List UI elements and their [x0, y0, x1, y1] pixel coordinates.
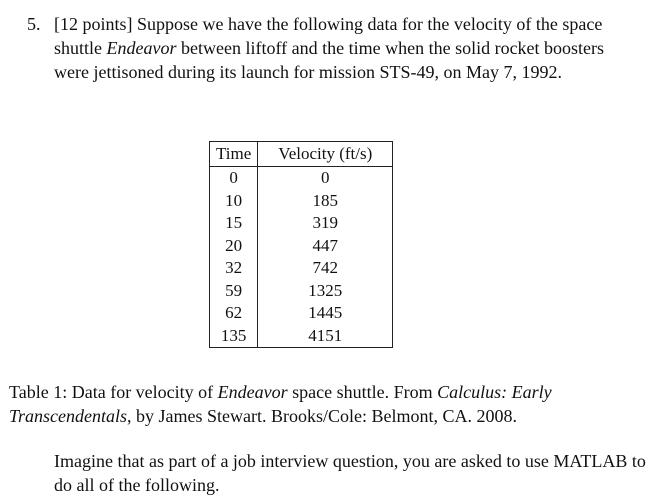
caption-text2: space shuttle. From	[292, 382, 433, 402]
cell-time: 135	[210, 325, 258, 348]
problem-text-after: between liftoff and the time when the solid rocket boosters were jettisoned during its launch for mission STS-49, on May 7, 1992.	[54, 38, 605, 82]
table-row	[210, 212, 393, 235]
cell-time: 15	[210, 212, 258, 235]
table-caption	[9, 380, 649, 428]
cell-time: 10	[210, 190, 258, 213]
cell-velocity: 185	[258, 190, 393, 213]
cell-velocity: 319	[258, 212, 393, 235]
header-velocity: Velocity (ft/s)	[258, 142, 393, 167]
cell-velocity: 742	[258, 257, 393, 280]
cell-velocity: 1325	[258, 280, 393, 303]
cell-velocity: 447	[258, 235, 393, 258]
table-row	[210, 302, 393, 325]
caption-text3: , by James Stewart. Brooks/Cole: Belmont, CA. 2008.	[127, 406, 517, 426]
caption-text1: Data for velocity of	[71, 382, 214, 402]
table-header-row	[210, 142, 393, 167]
followup-paragraph: Imagine that as part of a job interview question, you are asked to use MATLAB to do all of the following.	[54, 451, 646, 495]
caption-shuttle-name: Endeavor	[217, 382, 288, 402]
header-time: Time	[210, 142, 258, 167]
cell-velocity: 1445	[258, 302, 393, 325]
velocity-table	[209, 141, 393, 348]
cell-time: 20	[210, 235, 258, 258]
table-row	[210, 235, 393, 258]
table-row	[210, 257, 393, 280]
cell-velocity: 4151	[258, 325, 393, 348]
cell-time: 62	[210, 302, 258, 325]
cell-time: 59	[210, 280, 258, 303]
problem-text	[54, 12, 627, 84]
caption-book-title: Calculus: Early Transcendentals	[9, 382, 552, 426]
table-row	[210, 280, 393, 303]
cell-time: 32	[210, 257, 258, 280]
cell-time: 0	[210, 167, 258, 190]
problem-statement	[27, 12, 627, 84]
problem-number: 5.	[27, 14, 41, 34]
table-row	[210, 190, 393, 213]
caption-label: Table 1:	[9, 382, 68, 402]
problem-shuttle-name: Endeavor	[106, 38, 177, 58]
table-row	[210, 167, 393, 190]
problem-text-before: Suppose we have the following data for the velocity of the space shuttle	[54, 14, 603, 58]
cell-velocity: 0	[258, 167, 393, 190]
table-row	[210, 325, 393, 348]
problem-points: [12 points]	[54, 14, 133, 34]
